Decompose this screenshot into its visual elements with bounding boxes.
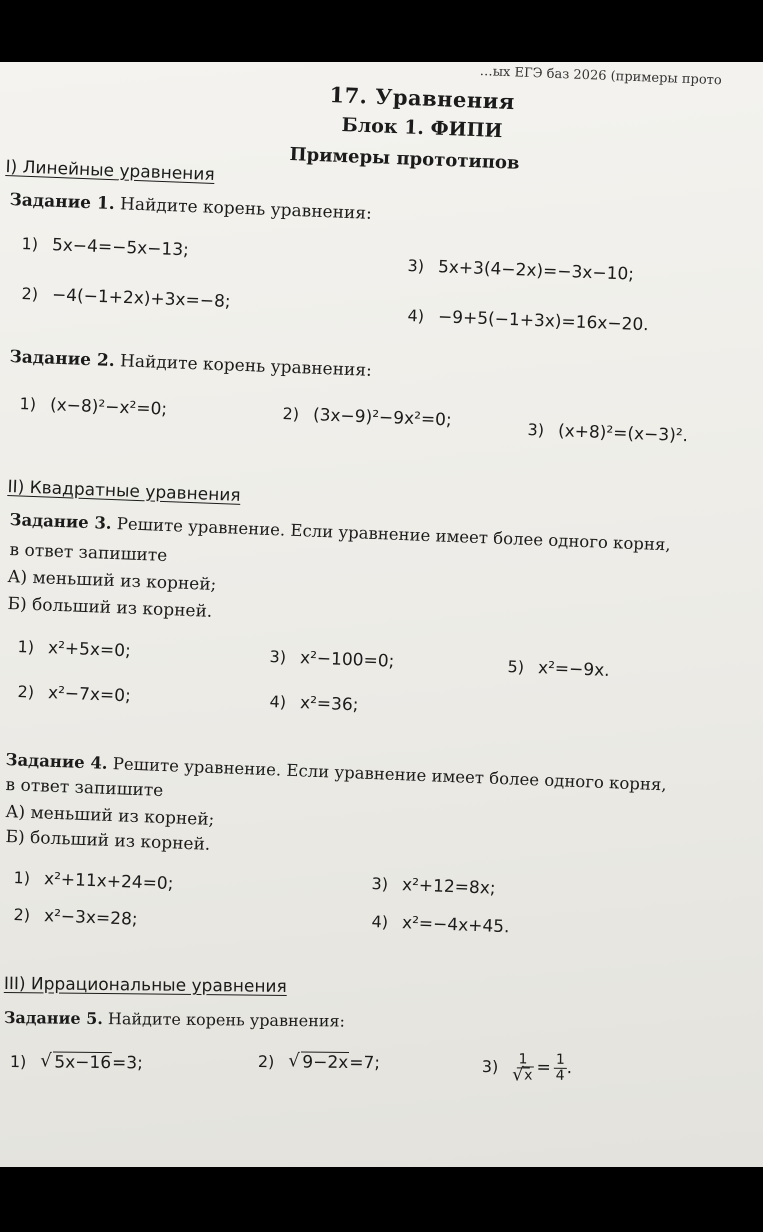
radicand: x (524, 1067, 533, 1084)
task-4-option-b: Б) больший из корней. (5, 827, 211, 855)
fraction-left (512, 1052, 534, 1083)
sqrt-expression (512, 1068, 533, 1083)
task-4-item-4 (371, 912, 510, 937)
equation: −9+5(−1+3x)=16x−20. (437, 307, 650, 336)
task-1-item-4 (407, 306, 649, 335)
block-title: Блок 1. ФИПИ (341, 114, 503, 143)
task-2-item-2 (282, 404, 452, 430)
task-3-label: Задание 3. (9, 510, 112, 533)
task-1-item-2 (21, 284, 231, 312)
task-4-line2: в ответ запишите (5, 775, 164, 802)
task-5-item-3 (482, 1052, 573, 1083)
equation: x²+5x=0; (47, 638, 132, 662)
item-number: 2) (282, 404, 300, 424)
task-3-item-5 (507, 657, 610, 681)
task-5-item-1 (10, 1052, 143, 1073)
numerator: 1 (516, 1052, 529, 1068)
task-1-label: Задание 1. (9, 190, 116, 215)
equation: (x−8)²−x²=0; (49, 395, 168, 420)
section-quadratic: II) Квадратные уравнения (7, 477, 241, 506)
task-1-title (9, 190, 372, 224)
item-number: 1) (9, 1052, 27, 1072)
item-number: 1) (19, 394, 37, 414)
task-4-item-2 (13, 905, 138, 930)
equation: x²−100=0; (299, 648, 395, 672)
item-number: 4) (269, 692, 287, 712)
task-2-item-3 (527, 420, 688, 446)
task-3-item-1 (17, 637, 131, 661)
radicand: 5x−16 (54, 1052, 112, 1074)
section-irrational: III) Иррациональные уравнения (3, 974, 287, 997)
fraction-right (554, 1053, 567, 1084)
task-1-text: Найдите корень уравнения: (119, 194, 373, 224)
worksheet-page (0, 62, 763, 1167)
item-number: 3) (269, 647, 287, 667)
task-4-item-1 (13, 868, 174, 894)
equation: x²−3x=28; (43, 906, 138, 930)
equation: 5x−4=−5x−13; (51, 235, 190, 261)
task-3-text: Решите уравнение. Если уравнение имеет более одного корня, (116, 514, 671, 555)
radicand: 9−2x (302, 1052, 349, 1073)
denominator: 4 (555, 1067, 565, 1084)
task-3-option-b: Б) больший из корней. (7, 594, 213, 622)
equation: x²−7x=0; (47, 683, 132, 707)
header-note: …ых ЕГЭ баз 2026 (примеры прото (479, 64, 722, 89)
task-3-item-2 (17, 682, 131, 706)
task-3-line2: в ответ запишите (9, 540, 168, 567)
numerator: 1 (554, 1053, 567, 1069)
item-number: 3) (407, 256, 425, 276)
sqrt-expression (40, 1052, 112, 1073)
task-1-item-1 (21, 234, 189, 260)
item-number: 4) (407, 306, 425, 326)
equation-rhs: =3; (111, 1053, 143, 1074)
equation: 5x+3(4−2x)=−3x−10; (437, 257, 635, 285)
task-2-text: Найдите корень уравнения: (119, 351, 373, 381)
item-number: 5) (507, 657, 525, 677)
task-2-title (9, 347, 372, 381)
item-number: 2) (13, 905, 31, 925)
item-number: 3) (481, 1057, 499, 1077)
equation: (3x−9)²−9x²=0; (312, 405, 453, 431)
sqrt-expression (288, 1052, 349, 1073)
equation: x²=−4x+45. (401, 913, 510, 938)
task-2-item-1 (19, 394, 167, 420)
item-number: 1) (17, 637, 35, 657)
item-number: 2) (17, 682, 35, 702)
task-4-label: Задание 4. (5, 750, 108, 773)
item-number: 1) (21, 234, 39, 254)
item-number: 2) (21, 284, 39, 304)
equation: x²=−9x. (537, 658, 611, 681)
item-number: 1) (13, 868, 31, 888)
page-title: 17. Уравнения (329, 82, 516, 115)
task-4-text: Решите уравнение. Если уравнение имеет более одного корня, (112, 754, 667, 795)
equation: x²=36; (299, 693, 359, 716)
task-2-label: Задание 2. (9, 347, 116, 372)
task-3-item-4 (269, 692, 359, 715)
task-1-item-3 (407, 256, 634, 285)
equation: x²+11x+24=0; (43, 869, 174, 895)
item-number: 4) (371, 912, 389, 932)
task-3-item-3 (269, 647, 394, 672)
task-5-label: Задание 5. (3, 1008, 103, 1029)
equation-tail: . (566, 1058, 573, 1079)
item-number: 3) (527, 420, 545, 440)
page-subtitle: Примеры прототипов (289, 144, 520, 174)
equation: x²+12=8x; (401, 875, 496, 899)
section-linear: I) Линейные уравнения (5, 157, 216, 186)
task-3-option-a: А) меньший из корней; (7, 567, 217, 596)
task-4-item-3 (371, 874, 496, 899)
equation: −4(−1+2x)+3x=−8; (51, 285, 231, 313)
item-number: 2) (257, 1052, 275, 1072)
task-4-option-a: А) меньший из корней; (5, 802, 215, 831)
equation-rhs: =7; (349, 1052, 381, 1074)
equals-sign: = (536, 1057, 551, 1078)
task-5-title (4, 1008, 345, 1031)
task-5-text: Найдите корень уравнения: (107, 1009, 346, 1031)
task-5-item-2 (258, 1052, 380, 1073)
equation: (x+8)²=(x−3)². (557, 421, 689, 447)
item-number: 3) (371, 874, 389, 894)
